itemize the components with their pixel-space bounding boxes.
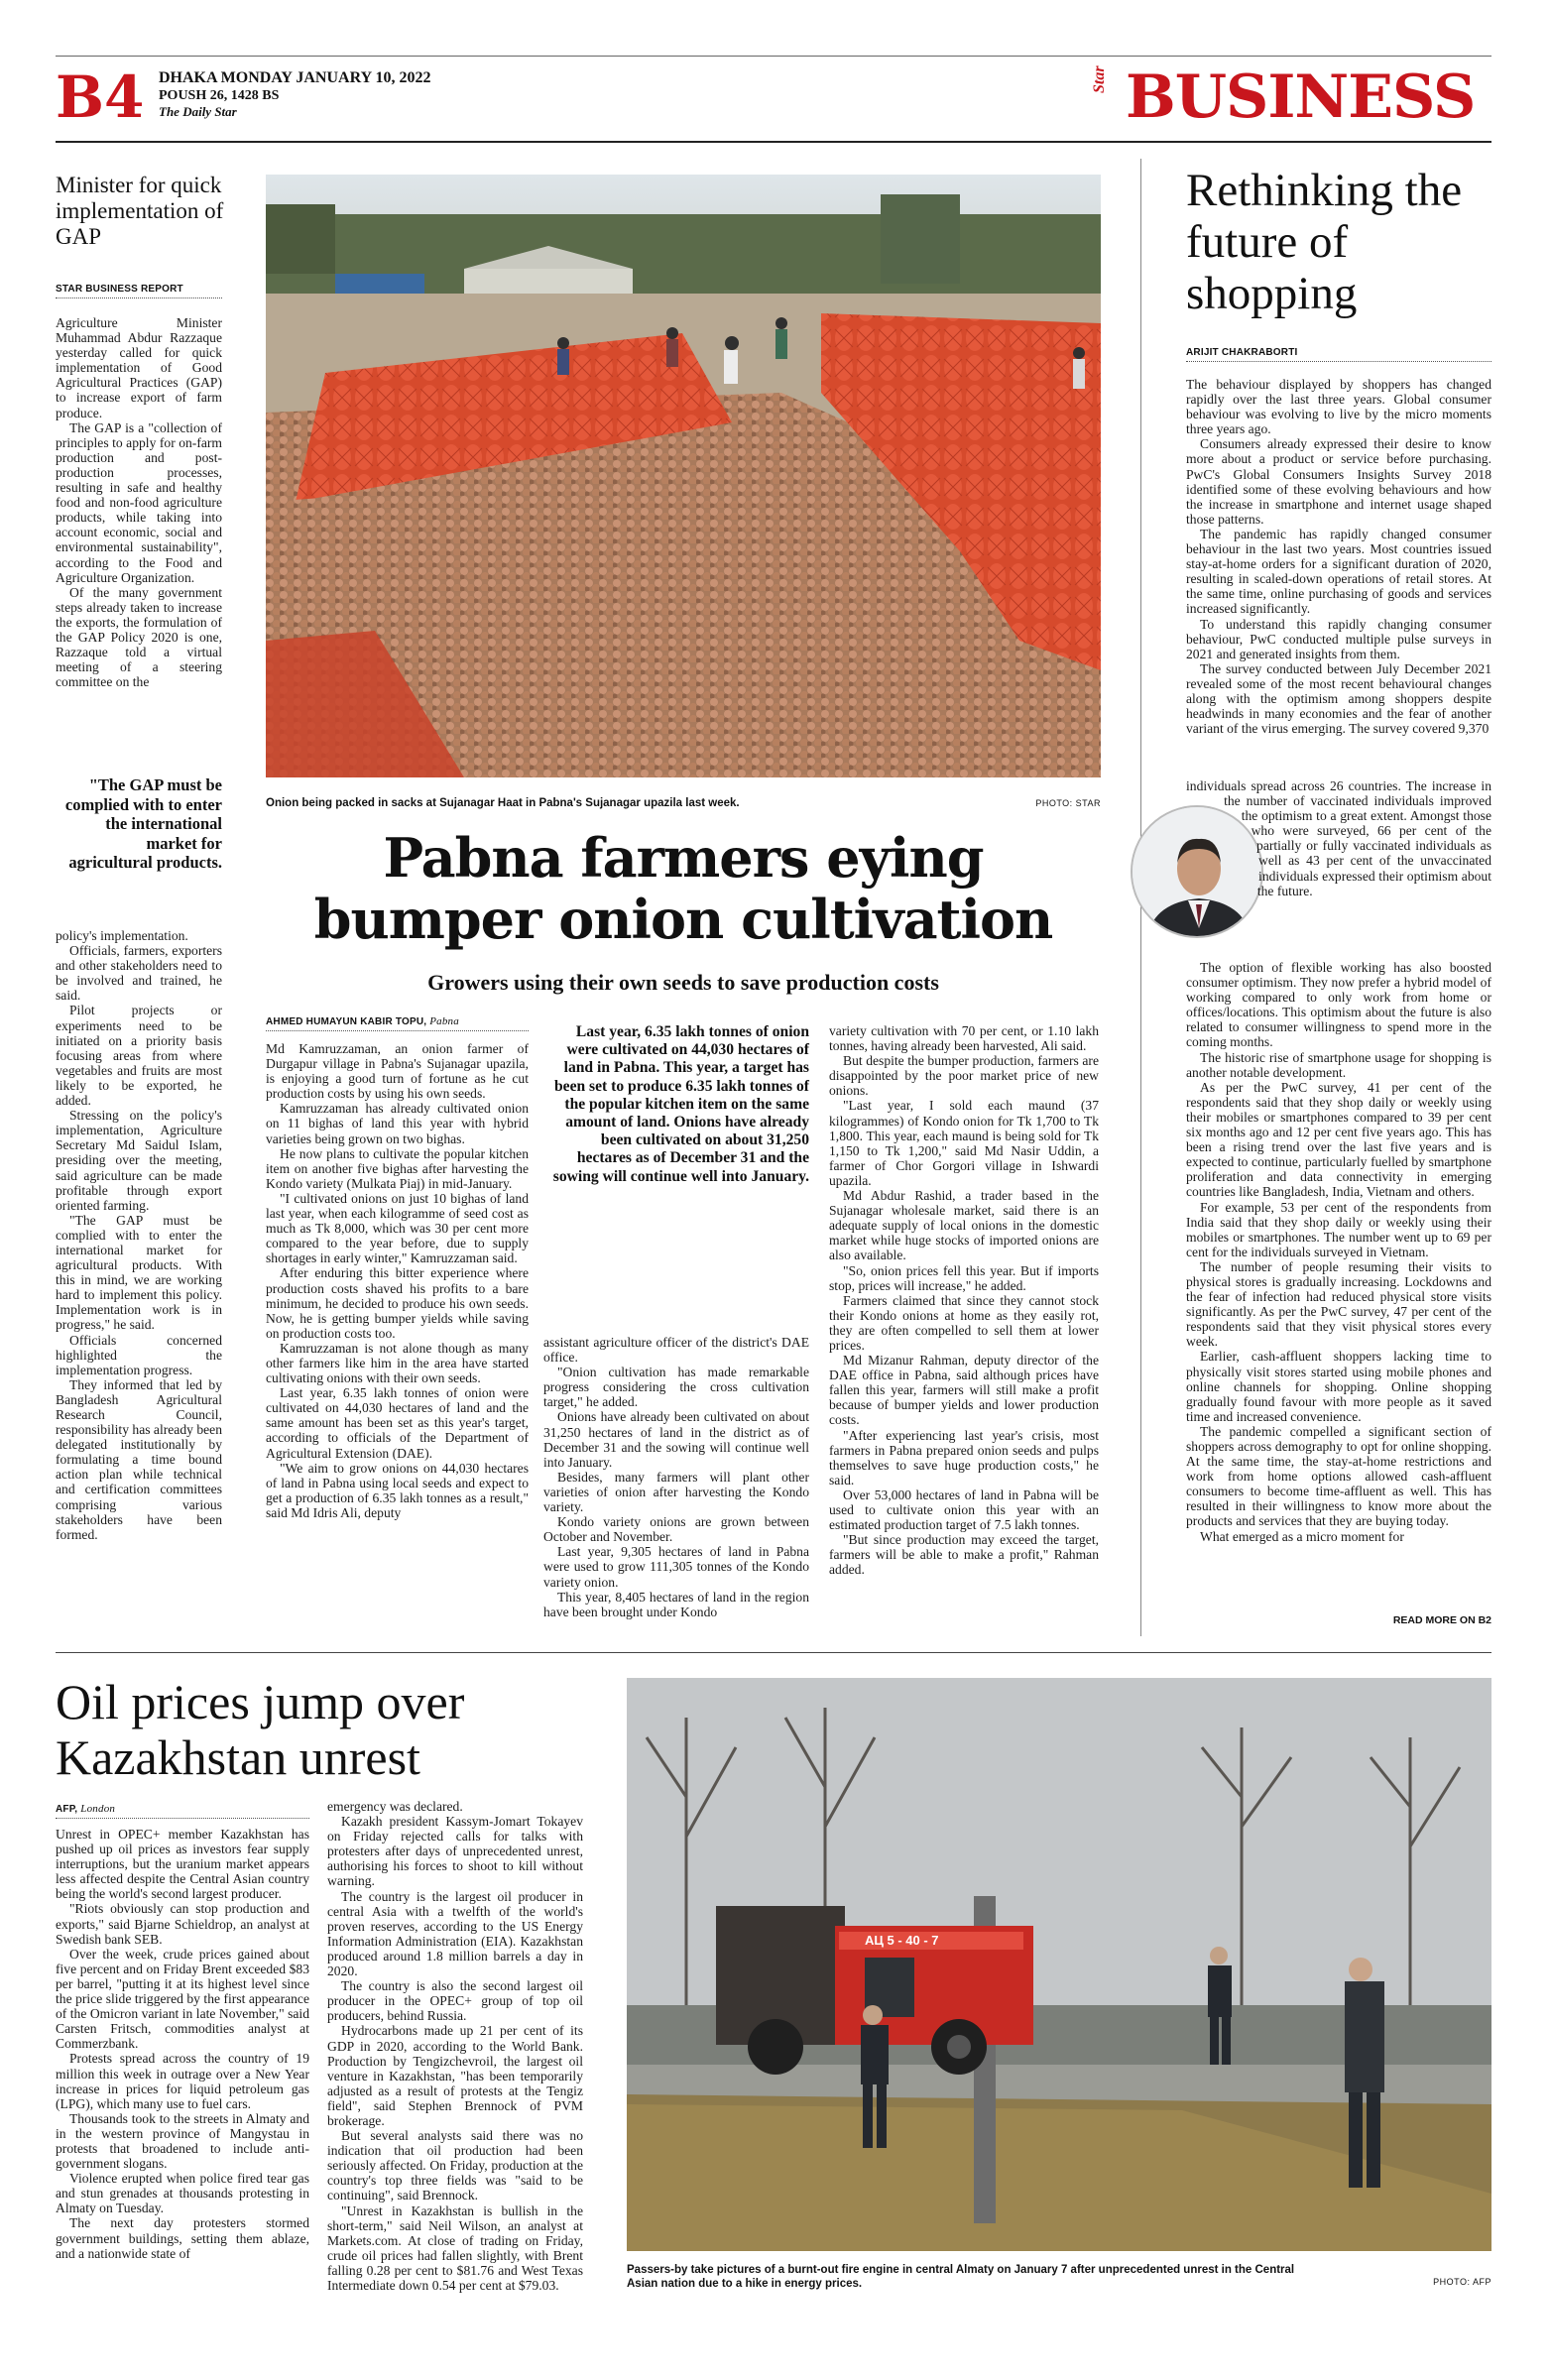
paragraph: Onions have already been cultivated on about 31,250 hectares of land in the district as of December 31 and the sowing will continue well into January.: [543, 1409, 809, 1470]
gap-headline: Minister for quick implementation of GAP: [56, 173, 224, 249]
paragraph: Kazakh president Kassym-Jomart Tokayev on Friday rejected calls for talks with protesters after days of unprecedented unrest, authorising his forces to shoot to kill without warning.: [327, 1814, 583, 1889]
onion-photo-illustration: [266, 175, 1101, 777]
almaty-photo-illustration: [627, 1678, 1491, 2251]
paragraph: The next day protesters stormed government buildings, setting them ablaze, and a nationwide state of: [56, 2215, 309, 2261]
paper-name: The Daily Star: [159, 104, 237, 119]
paragraph: Over the week, crude prices gained about five percent and on Friday Brent exceeded $83 per barrel, "putting it at its highest level since the price slide triggered by the first appearance of the Omicron variant in late November," said Carsten Fritsch, commodities analyst at Commerzbank.: [56, 1946, 309, 2052]
onion-headline-line1: Pabna farmers eying: [383, 826, 984, 890]
paragraph: The GAP is a "collection of principles to apply for on-farm production and post-production processes, resulting in safe and healthy food and non-food agriculture products, while taking into account economic, social and environmental sustainability", according to the Food and Agriculture Organization.: [56, 419, 222, 585]
paragraph: The number of people resuming their visits to physical stores is gradually increasing. Lockdowns and the fear of infection had reduced physical store visits significantly. As per the PwC survey, 47 per cent of the respondents said that they visit physical stores every week.: [1186, 1258, 1491, 1350]
shopping-body-bottom: [1186, 960, 1491, 1544]
star-logo: Star: [1091, 65, 1108, 93]
paragraph: "Unrest in Kazakhstan is bullish in the short-term," said Neil Wilson, an analyst at Markets.com. At close of trading on Friday, crude oil prices had fallen slightly, with Brent falling 0.28 per cent to $81.76 and West Texas Intermediate down 0.54 per cent at $79.03.: [327, 2202, 583, 2293]
oil-byline-place: London: [80, 1803, 116, 1815]
paragraph: After enduring this bitter experience where production costs shaved his profits to a bare minimum, he decided to produce his own seeds. Now, he is getting bumper yields while saving on production costs too.: [266, 1265, 529, 1341]
paragraph: Stressing on the policy's implementation, Agriculture Secretary Md Saidul Islam, presiding over the meeting, said agriculture can be made profitable through export oriented farming.: [56, 1108, 222, 1213]
paragraph: What emerged as a micro moment for: [1200, 1528, 1404, 1544]
paragraph: "We aim to grow onions on 44,030 hectares of land in Pabna using local seeds and expect to get a production of 6.35 lakh tonnes as a result," said Md Idris Ali, deputy: [266, 1460, 529, 1520]
bangla-date: POUSH 26, 1428 BS: [159, 88, 280, 103]
paragraph: Agriculture Minister Muhammad Abdur Razzaque yesterday called for quick implementation of Good Agricultural Practices (GAP) to increase export of farm produce.: [56, 315, 222, 420]
section-title: BUSINESS: [1126, 62, 1476, 132]
paragraph: assistant agriculture officer of the district's DAE office.: [543, 1335, 809, 1366]
paragraph: "So, onion prices fell this year. But if imports stop, prices will increase," he added.: [829, 1262, 1099, 1293]
paragraph: The country is the largest oil producer in central Asia with a twelfth of the world's proven reserves, according to the US Energy Information Administration (EIA). Kazakhstan produced around 1.8 million barrels a day in 2020.: [327, 1888, 583, 1979]
onion-body-col2: [543, 1335, 809, 1619]
paragraph: Besides, many farmers will plant other varieties of onion after harvesting the Kondo variety.: [543, 1469, 809, 1515]
paragraph: The behaviour displayed by shoppers has changed rapidly over the last three years. Global consumer behaviour was evolving to live by the micro moments three years ago.: [1186, 377, 1491, 437]
onion-market-photo: [266, 175, 1101, 777]
shopping-body-wrap: [1186, 778, 1491, 962]
onion-photo-credit: PHOTO: STAR: [1035, 798, 1101, 808]
page-code: B4: [56, 63, 145, 131]
paragraph: Kondo variety onions are grown between October and November.: [543, 1514, 809, 1545]
onion-byline-name: AHMED HUMAYUN KABIR TOPU,: [266, 1016, 427, 1027]
onion-headline-line2: bumper onion cultivation: [313, 888, 1053, 951]
gap-body-part2: [56, 928, 222, 1542]
paragraph: "The GAP must be complied with to enter the international market for agricultural products. With this in mind, we are working hard to implement this policy. Implementation work is in progress," he said.: [56, 1212, 222, 1333]
paragraph: As per the PwC survey, 41 per cent of the respondents said that they shop daily or weekly using their mobiles or smartphones compared to 39 per cent six months ago and 12 per cent five years ago. This has been a rising trend over the last five years and is expected to continue, particularly fuelled by smartphone proliferation and data connectivity in emerging countries like Bangladesh, India, Vietnam and others.: [1186, 1079, 1491, 1200]
fire-engine-plate: АЦ 5 - 40 - 7: [865, 1933, 939, 1948]
paragraph: The pandemic has rapidly changed consumer behaviour in the last two years. Most countries issued stay-at-home orders for a significant duration of 2020, resulting in scaled-down operations of retail stores. At the same time, online purchasing of goods and services increased significantly.: [1186, 526, 1491, 617]
paragraph: The historic rise of smartphone usage for shopping is another notable development.: [1186, 1049, 1491, 1080]
paragraph: "Onion cultivation has made remarkable progress considering the cross cultivation target," he added.: [543, 1365, 809, 1410]
paragraph: emergency was declared.: [327, 1799, 463, 1814]
paragraph: For example, 53 per cent of the respondents from India said that they shop daily or weekly using their mobiles or smartphones. The number went up to 69 per cent for the individuals surveyed in Vietnam.: [1186, 1199, 1491, 1259]
paragraph: Kamruzzaman is not alone though as many other farmers like him in the area have started cultivating onions with their own seeds.: [266, 1340, 529, 1386]
paragraph: Unrest in OPEC+ member Kazakhstan has pushed up oil prices as investors fear supply interruptions, but the uranium market appears less affected despite the Central Asian country being the world's second largest producer.: [56, 1827, 309, 1902]
onion-body-col1: [266, 1041, 529, 1520]
paragraph: "After experiencing last year's crisis, most farmers in Pabna prepared onion seeds and pulps themselves to save huge production costs," he said.: [829, 1427, 1099, 1488]
shopping-byline: ARIJIT CHAKRABORTI: [1186, 347, 1491, 362]
almaty-photo-credit: PHOTO: AFP: [1433, 2277, 1491, 2287]
onion-body-col3: [829, 1023, 1099, 1577]
paragraph: "Last year, I sold each maund (37 kilogrammes) of Kondo onion for Tk 1,700 to Tk 1,800. This year, each maund is being sold for Tk 1,150 to Tk 1,200," said Md Nasir Uddin, a farmer of Chor Gorgori village in Ishwardi upazila.: [829, 1098, 1099, 1188]
paragraph: The survey conducted between July December 2021 revealed some of the most recent behavioural changes along with the optimism among shoppers despite headwinds in many economies and the fear of another variant of the virus emerging. The survey covered 9,370: [1186, 660, 1491, 737]
onion-pullquote: Last year, 6.35 lakh tonnes of onion were cultivated on 44,030 hectares of land in Pabna. This year, a target has been set to produce 6.35 lakh tonnes of the popular kitchen item on the same amount of land. Onions have already been cultivated on about 31,250 hectares as of December 31 and the sowing will continue well into January.: [552, 1023, 809, 1185]
paragraph: "I cultivated onions on just 10 bighas of land last year, when each kilogramme of seed cost as much as Tk 8,000, which was 30 per cent more compared to the year before, due to supply shortages in early winter," Kamruzzaman said.: [266, 1190, 529, 1266]
masthead-bottom-rule: [56, 141, 1491, 143]
paragraph: But despite the bumper production, farmers are disappointed by the poor market price of new onions.: [829, 1053, 1099, 1099]
paragraph: Hydrocarbons made up 21 per cent of its GDP in 2020, according to the World Bank. Production by Tengizchevroil, the largest oil venture in Kazakhstan, "has been temporarily adjusted as a result of protests at the Tengiz field", said Stephen Brennock of PVM brokerage.: [327, 2023, 583, 2128]
paragraph: Kamruzzaman has already cultivated onion on 11 bighas of land this year with hybrid varieties being grown on two bighas.: [266, 1101, 529, 1146]
section-separator: [56, 1652, 1491, 1653]
onion-byline: [266, 1015, 529, 1031]
oil-body-col2: [327, 1799, 583, 2293]
shopping-body-top: [1186, 377, 1491, 736]
almaty-photo-caption: Passers-by take pictures of a burnt-out fire engine in central Almaty on January 7 after unprecedented unrest in the Central Asian nation due to a hike in energy prices.: [627, 2264, 1295, 2290]
paragraph: Protests spread across the country of 19 million this week in outrage over a New Year increase in prices for liquid petroleum gas (LPG), which many use to fuel cars.: [56, 2051, 309, 2111]
oil-body-col1: [56, 1827, 309, 2261]
paragraph: The country is also the second largest oil producer in the OPEC+ group of top oil producers, behind Russia.: [327, 1978, 583, 2024]
shopping-read-more-link[interactable]: READ MORE ON B2: [1392, 1614, 1491, 1626]
paragraph: Pilot projects or experiments need to be initiated on a priority basis focusing areas from where vegetables and fruits are most likely to be exported, he added.: [56, 1003, 222, 1109]
paragraph: Md Mizanur Rahman, deputy director of the DAE office in Pabna, said although prices have fallen this year, farmers will still make a profit because of bumper yields and lower production costs.: [829, 1353, 1099, 1428]
oil-byline: [56, 1803, 309, 1819]
onion-headline: [266, 827, 1101, 950]
paragraph: Md Abdur Rashid, a trader based in the Sujanagar wholesale market, said there is an adequate supply of local onions in the domestic market while huge stocks of imported onions are also available.: [829, 1188, 1099, 1263]
paragraph: Last year, 9,305 hectares of land in Pabna were used to grow 111,305 tonnes of the Kondo variety onion.: [543, 1544, 809, 1590]
oil-byline-name: AFP,: [56, 1804, 78, 1815]
paragraph: This year, 8,405 hectares of land in the region have been brought under Kondo: [543, 1589, 809, 1619]
paragraph: Consumers already expressed their desire to know more about a product or service before purchasing. PwC's Global Consumers Insights Survey 2018 identified some of these evolving behaviours and how the increase in smartphone and internet usage shaped those patterns.: [1186, 436, 1491, 527]
paragraph: Thousands took to the streets in Almaty and in the western province of Mangystau in protests that broadened to include anti-government slogans.: [56, 2110, 309, 2172]
paragraph: Farmers claimed that since they cannot stock their Kondo onions at home as they easily rot, they are often compelled to sell them at lower prices.: [829, 1292, 1099, 1353]
onion-subhead: Growers using their own seeds to save production costs: [427, 970, 939, 995]
paragraph: They informed that led by Bangladesh Agricultural Research Council, responsibility has already been delegated institutionally by formulating a time bound action plan while technical and certification committees comprising various stakeholders have been formed.: [56, 1376, 222, 1542]
onion-photo-caption: Onion being packed in sacks at Sujanagar Haat in Pabna's Sujanagar upazila last week.: [266, 797, 740, 809]
paragraph: Over 53,000 hectares of land in Pabna will be used to cultivate onion this year with an estimated production target of 7.5 lakh tonnes.: [829, 1487, 1099, 1533]
paragraph: Of the many government steps already taken to increase the exports, the formulation of the GAP Policy 2020 is one, Razzaque told a virtual meeting of a steering committee on the: [56, 584, 222, 690]
paragraph: To understand this rapidly changing consumer behaviour, PwC conducted multiple pulse surveys in 2021 and generated insights from them.: [1186, 616, 1491, 661]
paragraph: variety cultivation with 70 per cent, or 1.10 lakh tonnes, having already been harvested, Ali said.: [829, 1023, 1099, 1054]
gap-pullquote: "The GAP must be complied with to enter the international market for agricultural products.: [64, 775, 222, 872]
shopping-headline: Rethinking the future of shopping: [1186, 165, 1463, 319]
paragraph: Last year, 6.35 lakh tonnes of onion were cultivated on 44,030 hectares of land and the same amount has been set as this year's target, according to officials of the Department of Agricultural Extension (DAE).: [266, 1385, 529, 1461]
paragraph: The option of flexible working has also boosted consumer optimism. They now prefer a hybrid model of working compared to only work from home or offices/locations. This optimism about the future is also related to consumer willingness to spend more in the coming months.: [1186, 960, 1491, 1050]
gap-byline: STAR BUSINESS REPORT: [56, 284, 222, 298]
paragraph: But several analysts said there was no indication that oil production had been seriously affected. On Friday, production at the country's top three fields was "said to be continuing", said Brennock.: [327, 2128, 583, 2203]
paragraph: individuals spread across 26 countries. The increase in the number of vaccinated individuals improved the optimism to a great extent. Amongst those who were surveyed, 66 per cent of the partially or fully vaccinated individuals as well as 43 per cent of the unvaccinated individuals expressed their optimism about the future.: [1186, 778, 1491, 898]
header-dateblock: [159, 69, 431, 120]
paragraph: Earlier, cash-affluent shoppers lacking time to physically visit stores started using mobile phones and online channels for shopping. Online shopping gradually found favour with more people as it saved time and increased convenience.: [1186, 1349, 1491, 1424]
paragraph: He now plans to cultivate the popular kitchen item on another five bighas after harvesting the Kondo variety (Mulkata Piaj) in mid-January.: [266, 1145, 529, 1191]
almaty-fire-engine-photo: [627, 1678, 1491, 2251]
oil-headline: Oil prices jump over Kazakhstan unrest: [56, 1674, 465, 1785]
paragraph: policy's implementation.: [56, 928, 188, 943]
paragraph: Officials concerned highlighted the implementation progress.: [56, 1332, 222, 1377]
paragraph: Violence erupted when police fired tear gas and stun grenades at thousands protesting in Almaty on Tuesday.: [56, 2171, 309, 2216]
paragraph: The pandemic compelled a significant section of shoppers across demography to opt for online shopping. At the same time, the stay-at-home restrictions and work from home options allowed cash-affluent consumers to become time-affluent as well. This has resulted in their willingness to know more about the products and services that they are buying today.: [1186, 1423, 1491, 1529]
dateline: DHAKA MONDAY JANUARY 10, 2022: [159, 69, 431, 86]
masthead-top-rule: [56, 56, 1491, 57]
gap-body-part1: [56, 315, 222, 689]
paragraph: Md Kamruzzaman, an onion farmer of Durgapur village in Pabna's Sujanagar upazila, is enjoying a good turn of fortune as he cut production costs by using his own seeds.: [266, 1041, 529, 1102]
paragraph: "But since production may exceed the target, farmers will be able to make a profit," Rahman added.: [829, 1532, 1099, 1578]
paragraph: "Riots obviously can stop production and exports," said Bjarne Schieldrop, an analyst at Swedish bank SEB.: [56, 1901, 309, 1947]
onion-byline-place: Pabna: [429, 1015, 459, 1027]
paragraph: Officials, farmers, exporters and other stakeholders need to be involved and trained, he said.: [56, 943, 222, 1004]
